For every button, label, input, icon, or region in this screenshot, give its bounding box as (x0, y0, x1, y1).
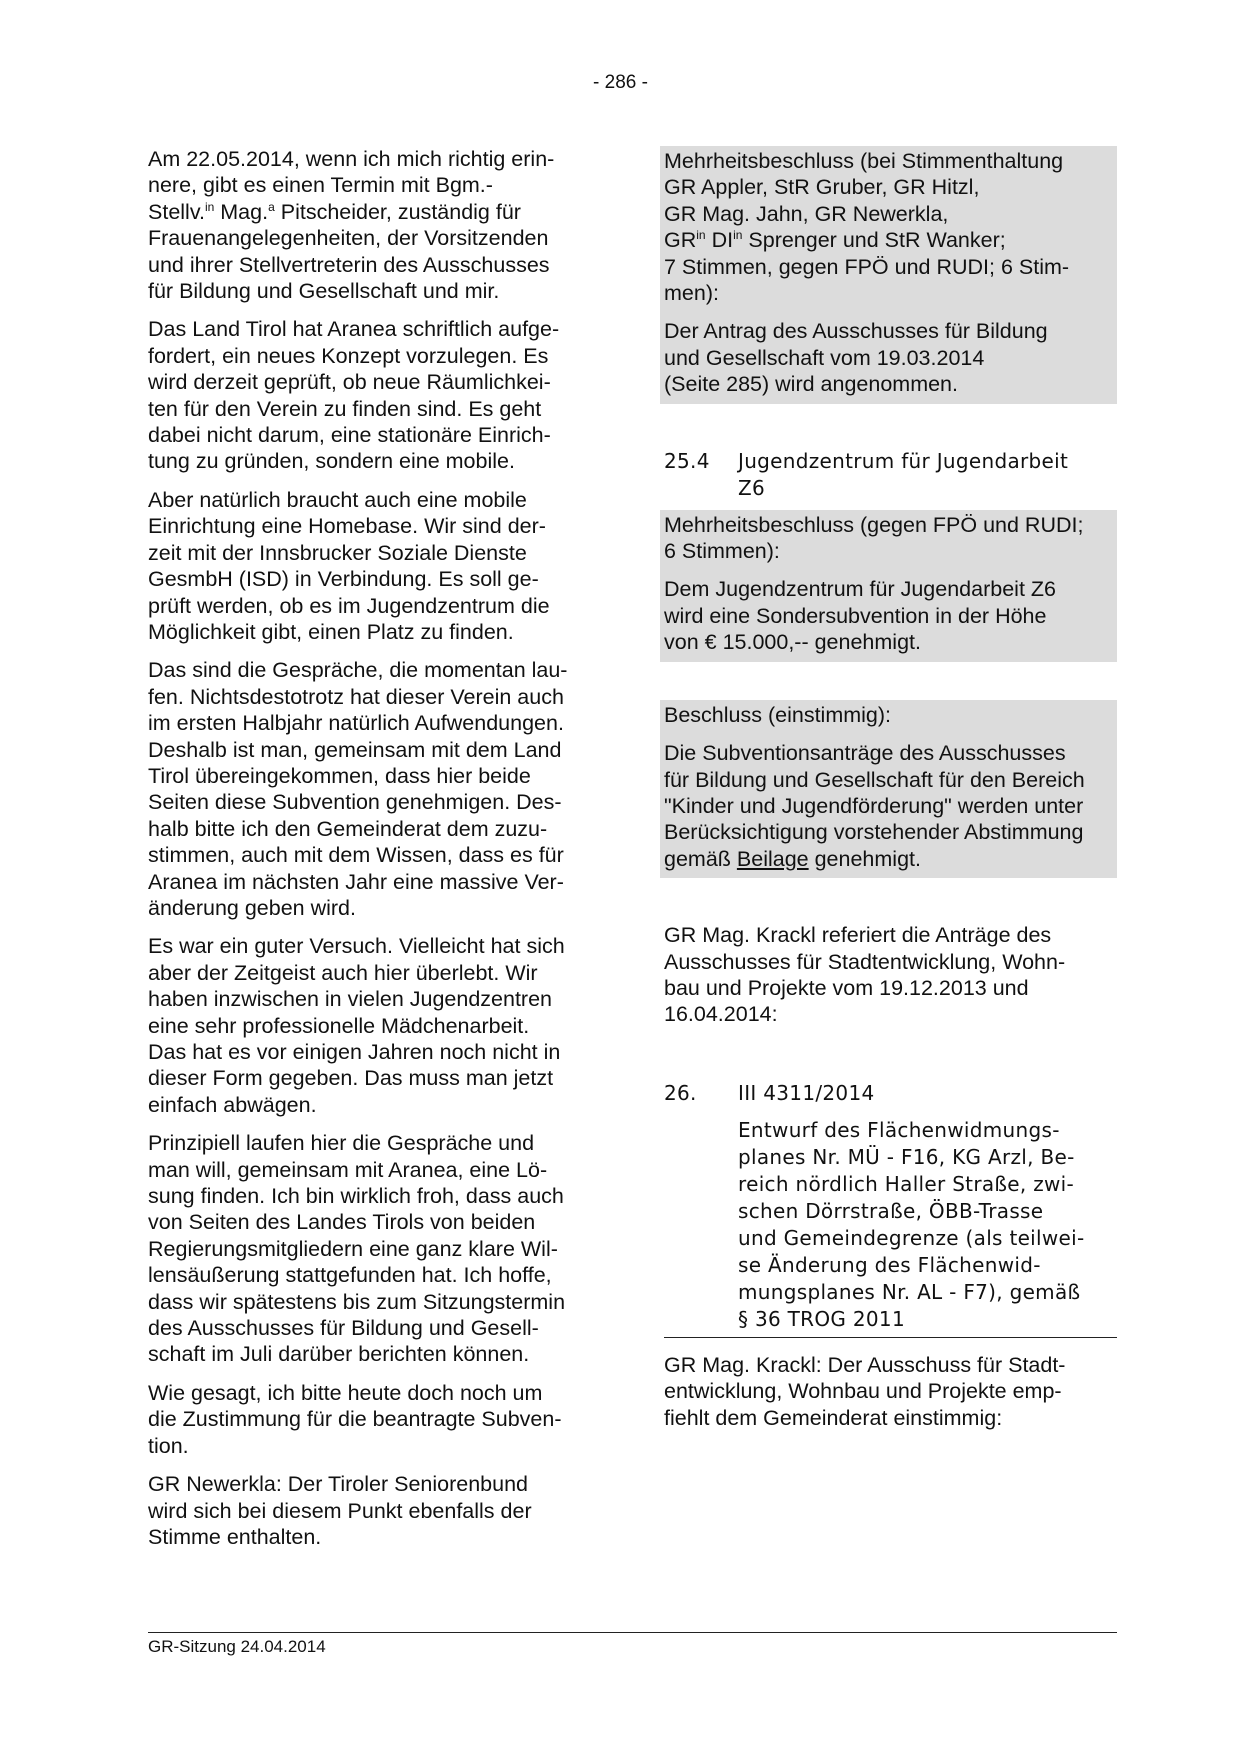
resolution-text: Dem Jugendzentrum für Jugendarbeit Z6 wird eine Sondersubvention in der Höhe von € 15.000,-- genehmigt. (664, 577, 1056, 655)
item-number: 25.4 (664, 448, 710, 473)
paragraph: GR Newerkla: Der Tiroler Seniorenbund wird sich bei diesem Punkt ebenfalls der Stimme enthalten. (148, 1472, 532, 1549)
vote-result: Mehrheitsbeschluss (bei Stimmenthaltung GR Appler, StR Gruber, GR Hitzl, GR Mag. Jahn, GR Newerkla, $GR^{in}$ $DI^{in}$ Sprenger und StR Wanker; 7 Stimmen, gegen FPÖ und RUDI; 6 Stim- men): (664, 149, 1070, 306)
footer: GR-Sitzung 24.04.2014 (148, 1637, 326, 1656)
item-title: Entwurf des Flächenwidmungs- planes Nr. MÜ - F16, KG Arzl, Be- reich nördlich Haller Straße, zwi- schen Dörrstraße, ÖBB-Trasse und Gemeindegrenze (als teilwei- se Änderung des Flächenwid- mungsplanes Nr. AL - F7), gemäß § 36 TROG 2011 (738, 1117, 1085, 1331)
paragraph: Das Land Tirol hat Aranea schriftlich aufge- fordert, ein neues Konzept vorzulegen. Es wird derzeit geprüft, ob neue Räumlichkei- ten für den Verein zu finden sind. Es geht dabei nicht darum, eine stationäre Einrich- tung zu gründen, sondern eine mobile. (148, 317, 560, 474)
resolution-box (660, 700, 1117, 878)
paragraph: Am 22.05.2014, wenn ich mich richtig erin- nere, gibt es einen Termin mit Bgm.- Stellv.$^{in}$ Mag.$^a$ Pitscheider, zuständig für Frauenangelegenheiten, der Vorsitzenden und ihrer Stellvertreterin des Ausschusses für Bildung und Gesellschaft und mir. (148, 147, 555, 304)
vote-result: Beschluss (einstimmig): (664, 702, 891, 727)
paragraph: GR Mag. Krackl referiert die Anträge des Ausschusses für Stadtentwicklung, Wohn- bau und Projekte vom 19.12.2013 und 16.04.2014: (664, 923, 1066, 1027)
paragraph: Wie gesagt, ich bitte heute doch noch um die Zustimmung für die beantragte Subven- tion. (148, 1380, 562, 1458)
resolution-text: Der Antrag des Ausschusses für Bildung und Gesellschaft vom 19.03.2014 (Seite 285) wird angenommen. (664, 319, 1048, 397)
resolution-text: Die Subventionsanträge des Ausschusses für Bildung und Gesellschaft für den Bereich "Kinder und Jugendförderung" werden unter Berücksichtigung vorstehender Abstimmung gemäß Beilage genehmigt. (664, 741, 1085, 871)
divider (664, 1337, 1117, 1338)
resolution-box (660, 510, 1117, 662)
paragraph: Es war ein guter Versuch. Vielleicht hat sich aber der Zeitgeist auch hier überlebt. Wir haben inzwischen in vielen Jugendzentren eine sehr professionelle Mädchenarbeit. Das hat es vor einigen Jahren noch nicht in dieser Form gegeben. Das muss man jetzt einfach abwägen. (148, 934, 565, 1117)
left-column (148, 146, 598, 1562)
paragraph: Prinzipiell laufen hier die Gespräche und man will, gemeinsam mit Aranea, eine Lö- sung finden. Ich bin wirklich froh, dass auch von Seiten des Landes Tirols von beiden Regierungsmitgliedern eine ganz klare Wil- lensäußerung stattgefunden hat. Ich hoffe, dass wir spätestens bis zum Sitzungstermin des Ausschusses für Bildung und Gesell- schaft im Juli darüber berichten können. (148, 1131, 566, 1367)
item-title: Jugendzentrum für Jugendarbeit Z6 (738, 448, 1069, 500)
page-number: - 286 - (593, 72, 648, 93)
footer-divider (148, 1632, 1117, 1633)
item-number: 26. (664, 1080, 697, 1105)
vote-result: Mehrheitsbeschluss (gegen FPÖ und RUDI; 6 Stimmen): (664, 512, 1084, 564)
beilage-link[interactable]: Beilage (736, 846, 809, 871)
resolution-box (660, 146, 1117, 404)
agenda-item-25-4 (664, 448, 1117, 502)
paragraph: GR Mag. Krackl: Der Ausschuss für Stadt- entwicklung, Wohnbau und Projekte emp- fiehlt dem Gemeinderat einstimmig: (664, 1352, 1066, 1430)
paragraph: Aber natürlich braucht auch eine mobile Einrichtung eine Homebase. Wir sind der- zeit mit der Innsbrucker Soziale Dienste GesmbH (ISD) in Verbindung. Es soll ge- prüft werden, ob es im Jugendzentrum die Möglichkeit gibt, einen Platz zu finden. (148, 487, 550, 644)
right-column (664, 146, 1117, 1443)
item-reference: III 4311/2014 (738, 1080, 875, 1105)
paragraph: Das sind die Gespräche, die momentan lau- fen. Nichtsdestotrotz hat dieser Verein auch im ersten Halbjahr natürlich Aufwendungen. Deshalb ist man, gemeinsam mit dem Land Tirol übereingekommen, dass hier beide Seiten diese Subvention genehmigen. Des- halb bitte ich den Gemeinderat dem zuzu- stimmen, auch mit dem Wissen, dass es für Aranea im nächsten Jahr eine massive Ver- änderung geben wird. (148, 658, 568, 920)
agenda-item-26 (664, 1080, 1117, 1107)
